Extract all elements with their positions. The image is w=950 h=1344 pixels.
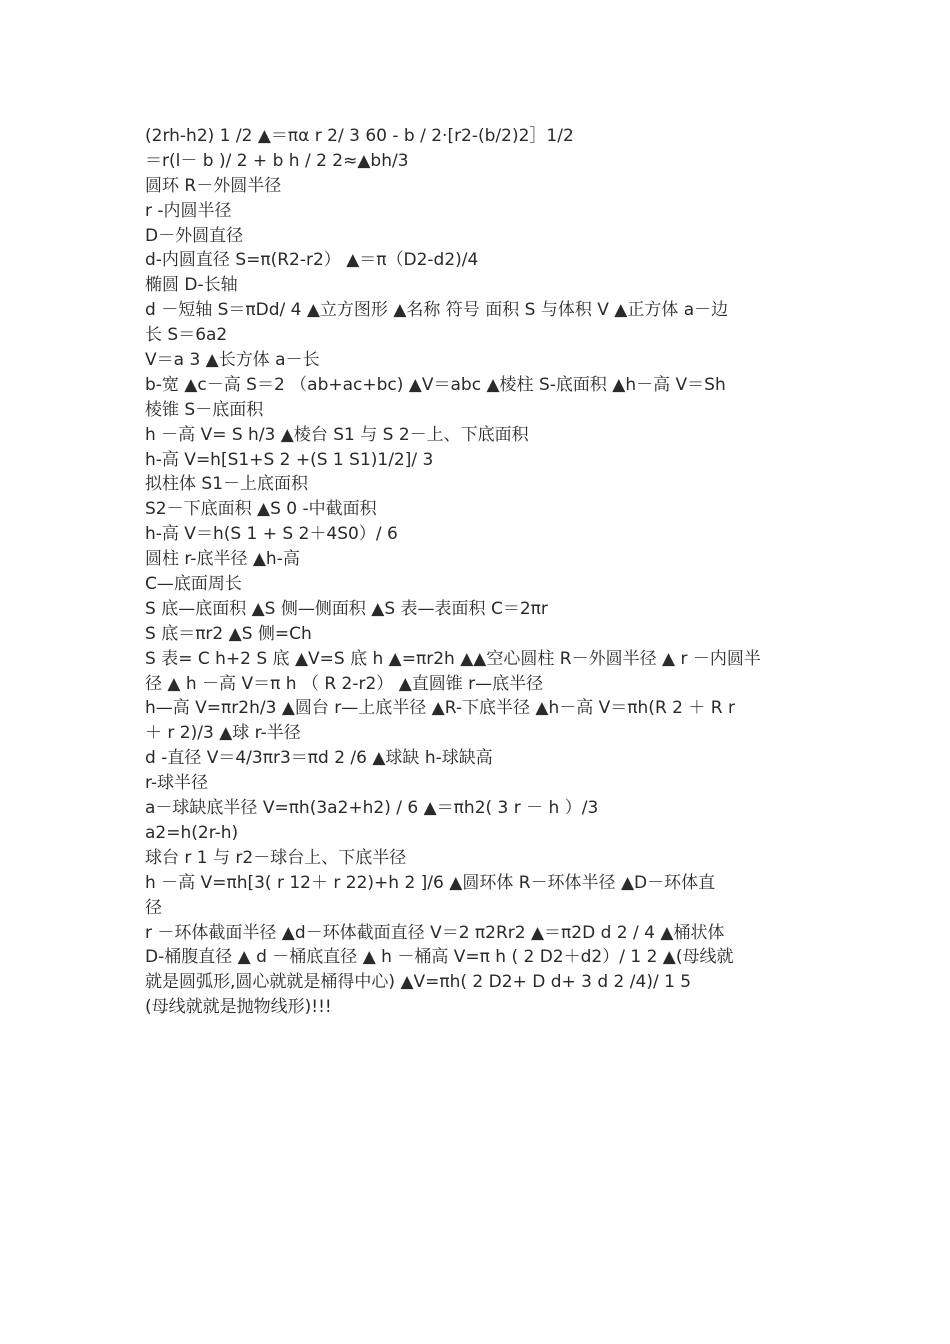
text-line-32: 径 — [145, 897, 162, 918]
text-line-29: a2=h(2r-h) — [145, 822, 239, 843]
text-line-28: a－球缺底半径 V=πh(3a2+h2) / 6 ▲＝πh2( 3 r － h ）/3 — [145, 798, 599, 819]
text-line-34: D-桶腹直径 ▲ d －桶底直径 ▲ h －桶高 V=π h ( 2 D2＋d2）/ 1 2 ▲(母线就 — [145, 947, 734, 968]
text-line-16: S2－下底面积 ▲S 0 -中截面积 — [145, 499, 377, 520]
text-line-1: (2rh-h2) 1 /2 ▲＝πα r 2/ 3 60 - b / 2·[r2-(b/2)2］1/2 — [145, 126, 574, 146]
text-line-18: 圆柱 r-底半径 ▲h-高 — [145, 549, 300, 570]
text-line-4: r -内圆半径 — [145, 200, 232, 221]
text-line-23: 径 ▲ h －高 V＝π h （ R 2-r2） ▲直圆锥 r—底半径 — [145, 673, 544, 694]
text-line-20: S 底—底面积 ▲S 侧—侧面积 ▲S 表—表面积 C＝2πr — [145, 598, 548, 619]
text-line-26: d -直径 V＝4/3πr3＝πd 2 /6 ▲球缺 h-球缺高 — [145, 748, 493, 769]
text-line-8: d －短轴 S＝πDd/ 4 ▲立方图形 ▲名称 符号 面积 S 与体积 V ▲正方体 a－边 — [145, 300, 729, 321]
text-line-9: 长 S＝6a2 — [145, 325, 228, 346]
text-line-22: S 表= C h+2 S 底 ▲V=S 底 h ▲=πr2h ▲▲空心圆柱 R－外圆半径 ▲ r －内圆半 — [145, 648, 761, 669]
text-line-6: d-内圆直径 S=π(R2-r2） ▲＝π（D2-d2)/4 — [145, 250, 479, 271]
text-line-25: ＋ r 2)/3 ▲球 r-半径 — [145, 723, 301, 744]
text-line-5: D－外圆直径 — [145, 225, 244, 246]
text-line-17: h-高 V＝h(S 1 + S 2＋4S0）/ 6 — [145, 524, 398, 545]
text-line-14: h-高 V=h[S1+S 2 +(S 1 S1)1/2]/ 3 — [145, 449, 434, 470]
text-line-35: 就是圆弧形,圆心就就是桶得中心) ▲V=πh( 2 D2+ D d+ 3 d 2 /4)/ 1 5 — [145, 972, 692, 993]
text-line-31: h －高 V=πh[3( r 12＋ r 22)+h 2 ]/6 ▲圆环体 R－环体半径 ▲D－环体直 — [145, 872, 716, 893]
text-line-27: r-球半径 — [145, 773, 209, 794]
text-line-3: 圆环 R－外圆半径 — [145, 175, 282, 196]
text-line-12: 棱锥 S－底面积 — [145, 399, 264, 420]
text-line-13: h －高 V= S h/3 ▲棱台 S1 与 S 2－上、下底面积 — [145, 424, 529, 445]
text-line-2: ＝r(l－ b )/ 2 + b h / 2 2≈▲bh/3 — [145, 150, 409, 171]
formula-text-block — [145, 124, 810, 1020]
text-line-33: r －环体截面半径 ▲d－环体截面直径 V＝2 π2Rr2 ▲＝π2D d 2 / 4 ▲桶状体 — [145, 922, 725, 943]
text-line-10: V＝a 3 ▲长方体 a－长 — [145, 350, 320, 371]
text-line-21: S 底＝πr2 ▲S 侧=Ch — [145, 623, 312, 644]
text-line-7: 椭圆 D-长轴 — [145, 275, 238, 296]
text-line-19: C—底面周长 — [145, 574, 242, 595]
text-line-15: 拟柱体 S1－上底面积 — [145, 474, 309, 495]
text-line-36: (母线就就是抛物线形)!!! — [145, 997, 332, 1018]
text-line-30: 球台 r 1 与 r2－球台上、下底半径 — [145, 847, 407, 868]
text-line-11: b-宽 ▲c－高 S＝2 （ab+ac+bc) ▲V＝abc ▲棱柱 S-底面积 ▲h－高 V＝Sh — [145, 374, 726, 395]
text-line-24: h—高 V=πr2h/3 ▲圆台 r—上底半径 ▲R-下底半径 ▲h－高 V＝πh(R 2 ＋ R r — [145, 698, 735, 719]
